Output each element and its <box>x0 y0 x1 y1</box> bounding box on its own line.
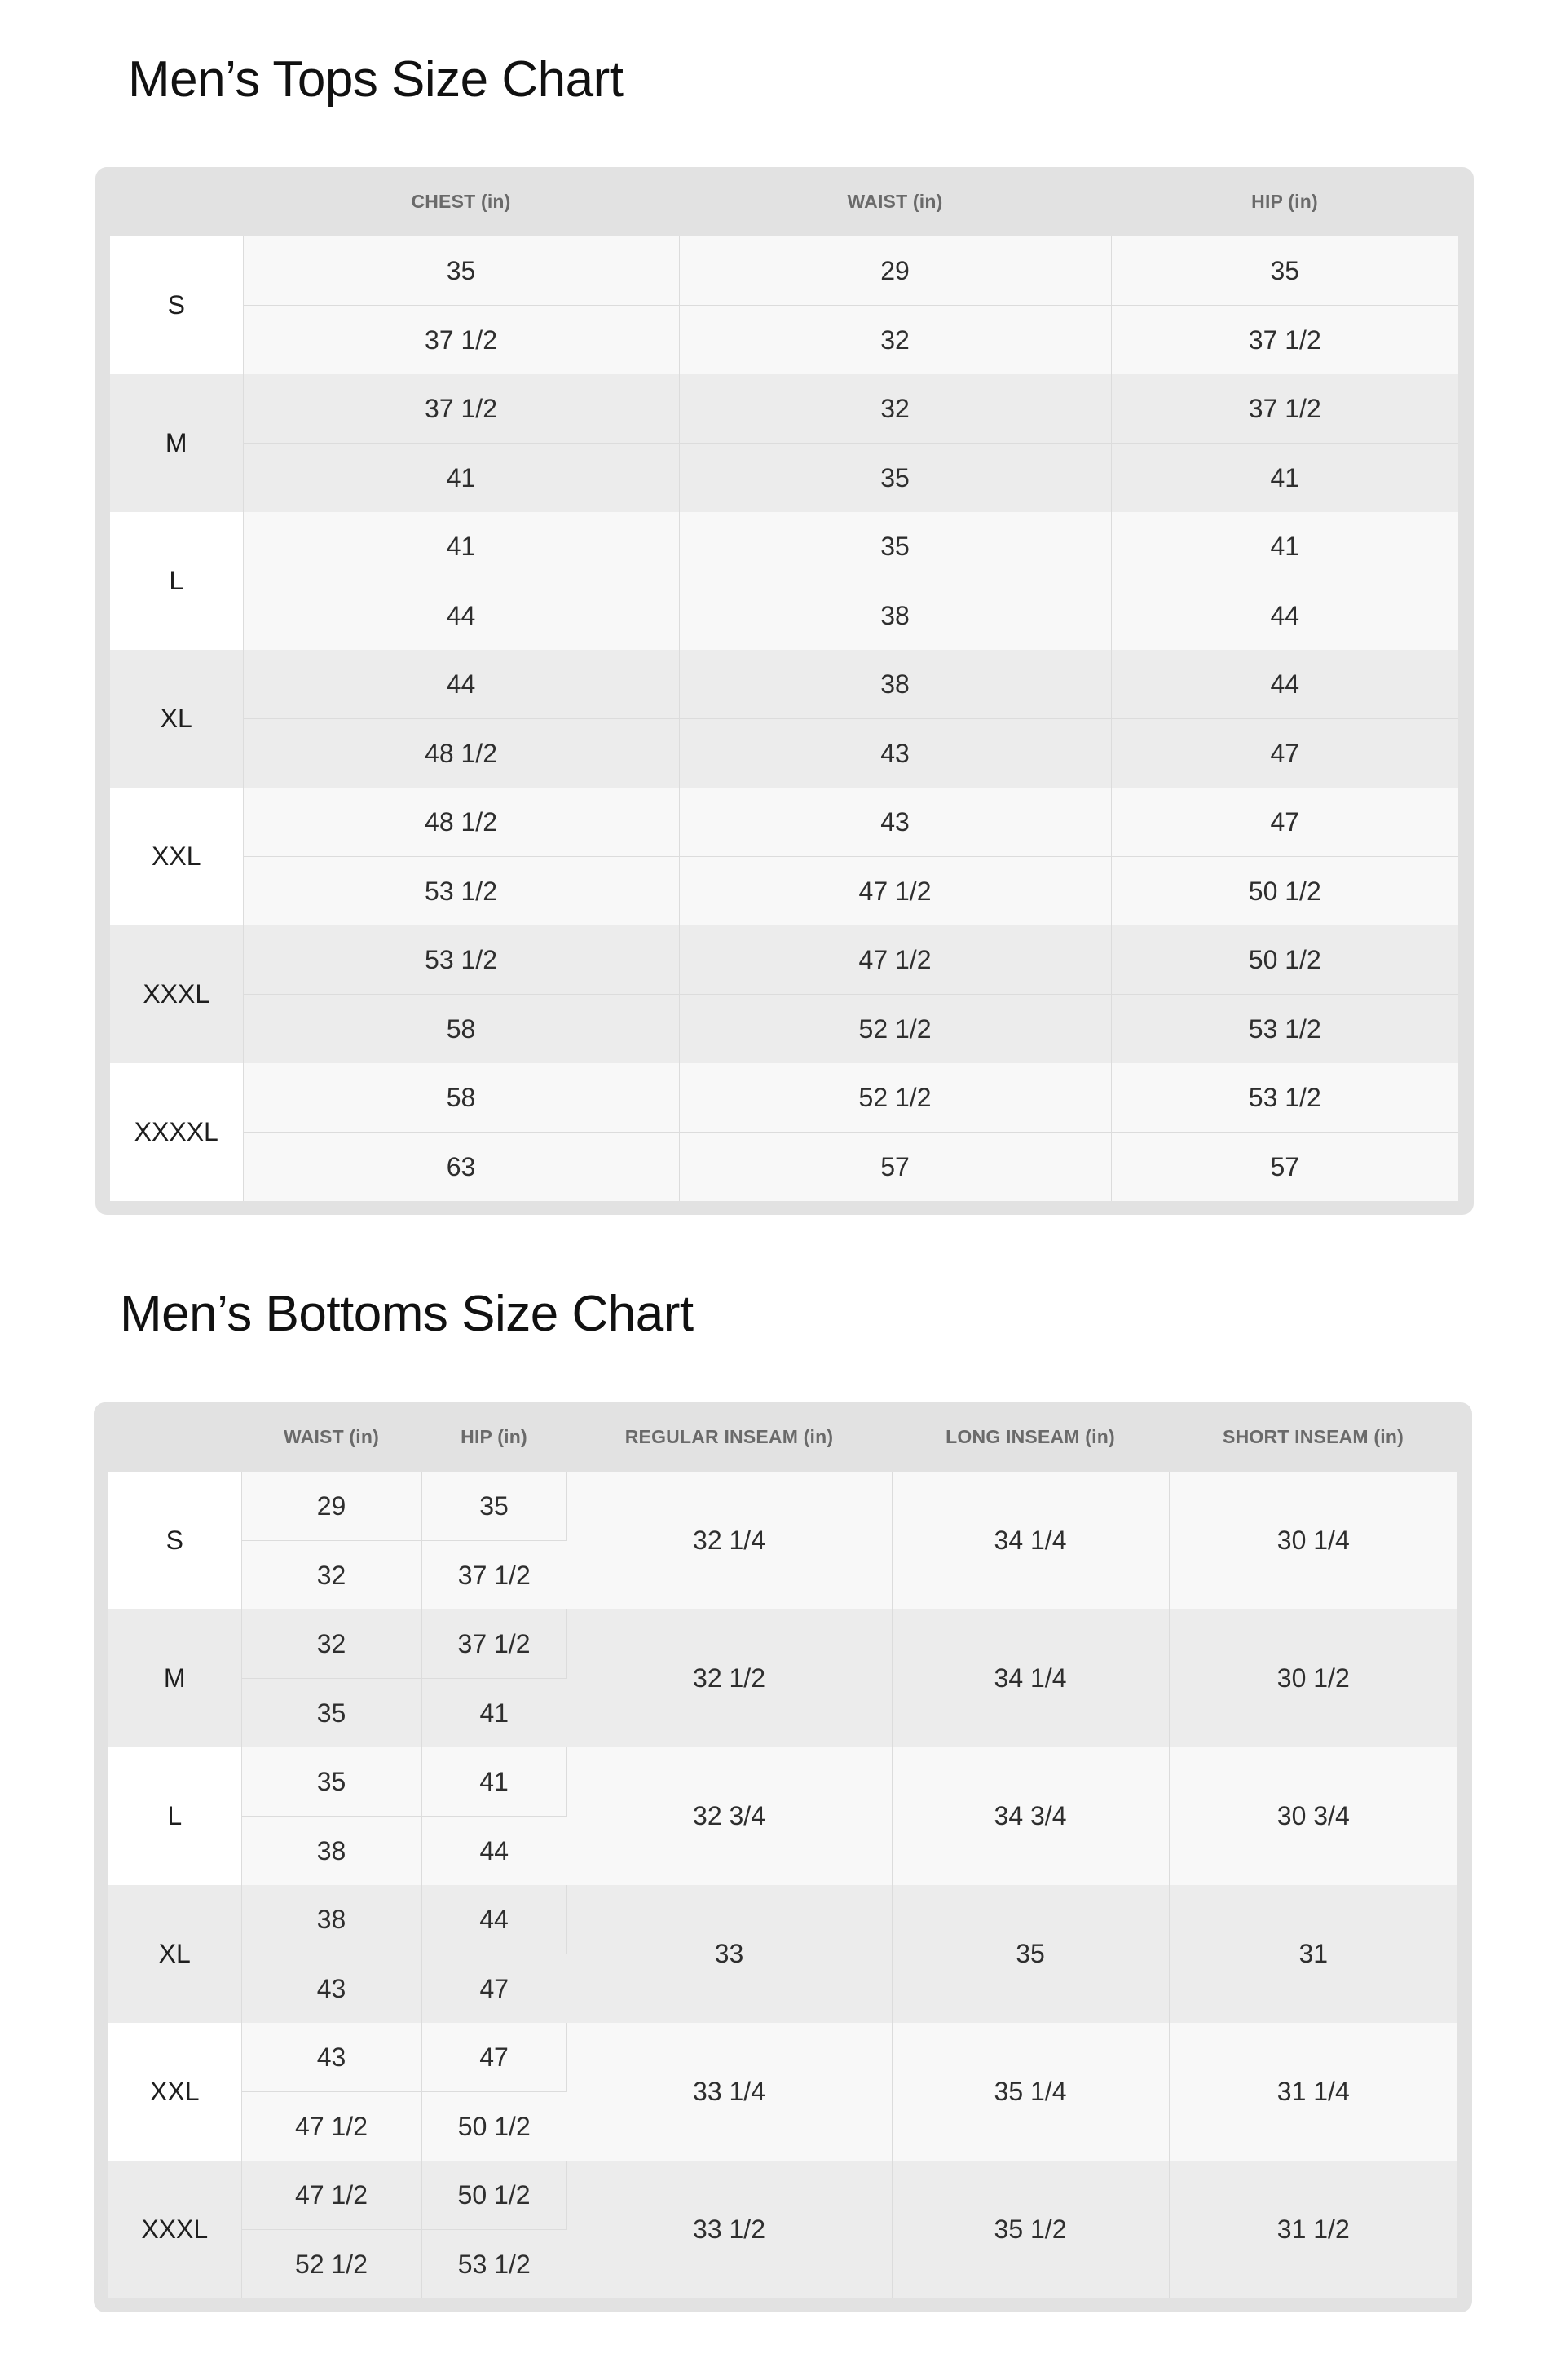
tops-chest-value: 35 <box>243 236 679 306</box>
tops-waist-value: 52 1/2 <box>679 1063 1111 1133</box>
tops-chest-value: 41 <box>243 444 679 513</box>
tops-waist-value: 47 1/2 <box>679 925 1111 995</box>
table-row <box>108 2023 1457 2092</box>
size-label: L <box>110 512 243 650</box>
bottoms-waist-value: 32 <box>241 1609 421 1679</box>
bottoms-header-waist: WAIST (in) <box>284 1426 379 1447</box>
tops-waist-value: 29 <box>679 236 1111 306</box>
tops-table-body <box>110 236 1458 1201</box>
tops-chest-value: 41 <box>243 512 679 581</box>
bottoms-regular-inseam-value: 33 <box>566 1885 892 2023</box>
bottoms-waist-value: 43 <box>241 2023 421 2092</box>
tops-waist-value: 38 <box>679 650 1111 719</box>
table-row <box>110 374 1458 444</box>
tops-chest-value: 63 <box>243 1133 679 1202</box>
tops-header-chest: CHEST (in) <box>411 191 511 212</box>
bottoms-waist-value: 32 <box>241 1541 421 1610</box>
tops-chest-value: 44 <box>243 581 679 651</box>
table-row <box>110 857 1458 926</box>
table-row <box>110 719 1458 788</box>
size-label: M <box>110 374 243 512</box>
tops-size-chart-panel <box>95 167 1474 1215</box>
bottoms-long-inseam-value: 35 <box>892 1885 1169 2023</box>
tops-waist-value: 43 <box>679 788 1111 857</box>
tops-hip-value: 50 1/2 <box>1111 857 1458 926</box>
bottoms-regular-inseam-value: 32 1/2 <box>566 1609 892 1747</box>
table-row <box>110 650 1458 719</box>
bottoms-table-body <box>108 1472 1457 2298</box>
tops-waist-value: 57 <box>679 1133 1111 1202</box>
bottoms-waist-value: 35 <box>241 1747 421 1817</box>
bottoms-hip-value: 50 1/2 <box>421 2161 566 2230</box>
table-row <box>108 1747 1457 1817</box>
size-label: XXXXL <box>110 1063 243 1201</box>
bottoms-regular-inseam-value: 32 3/4 <box>566 1747 892 1885</box>
bottoms-hip-value: 41 <box>421 1679 566 1748</box>
table-row <box>110 925 1458 995</box>
bottoms-waist-value: 38 <box>241 1885 421 1954</box>
table-row <box>110 1133 1458 1202</box>
table-row <box>108 1609 1457 1679</box>
tops-chart-title: Men’s Tops Size Chart <box>128 51 624 108</box>
bottoms-hip-value: 44 <box>421 1885 566 1954</box>
tops-hip-value: 37 1/2 <box>1111 374 1458 444</box>
bottoms-header-short-inseam: SHORT INSEAM (in) <box>1223 1426 1404 1447</box>
tops-hip-value: 57 <box>1111 1133 1458 1202</box>
bottoms-hip-value: 41 <box>421 1747 566 1817</box>
tops-chest-value: 37 1/2 <box>243 374 679 444</box>
bottoms-hip-value: 37 1/2 <box>421 1609 566 1679</box>
size-label: XXXL <box>108 2161 241 2298</box>
bottoms-long-inseam-value: 34 1/4 <box>892 1472 1169 1609</box>
tops-waist-value: 52 1/2 <box>679 995 1111 1064</box>
tops-waist-value: 35 <box>679 512 1111 581</box>
table-row <box>110 788 1458 857</box>
tops-chest-value: 58 <box>243 1063 679 1133</box>
size-label: M <box>108 1609 241 1747</box>
tops-size-table <box>110 167 1458 1201</box>
bottoms-header-size <box>108 1402 241 1472</box>
tops-chest-value: 37 1/2 <box>243 306 679 375</box>
bottoms-header-row <box>108 1402 1457 1472</box>
tops-hip-value: 53 1/2 <box>1111 1063 1458 1133</box>
bottoms-regular-inseam-value: 32 1/4 <box>566 1472 892 1609</box>
bottoms-hip-value: 47 <box>421 2023 566 2092</box>
tops-header-size <box>110 167 243 236</box>
table-row <box>110 236 1458 306</box>
size-label: XL <box>110 650 243 788</box>
size-label: XXL <box>108 2023 241 2161</box>
tops-chest-value: 53 1/2 <box>243 925 679 995</box>
bottoms-waist-value: 52 1/2 <box>241 2230 421 2299</box>
tops-header-waist: WAIST (in) <box>847 191 943 212</box>
bottoms-waist-value: 38 <box>241 1817 421 1886</box>
tops-waist-value: 47 1/2 <box>679 857 1111 926</box>
tops-hip-value: 41 <box>1111 512 1458 581</box>
bottoms-waist-value: 29 <box>241 1472 421 1541</box>
tops-hip-value: 44 <box>1111 650 1458 719</box>
bottoms-header-long-inseam: LONG INSEAM (in) <box>946 1426 1115 1447</box>
tops-chest-value: 58 <box>243 995 679 1064</box>
bottoms-short-inseam-value: 30 3/4 <box>1169 1747 1457 1885</box>
bottoms-hip-value: 47 <box>421 1954 566 2024</box>
size-label: XL <box>108 1885 241 2023</box>
bottoms-long-inseam-value: 35 1/2 <box>892 2161 1169 2298</box>
size-label: S <box>108 1472 241 1609</box>
bottoms-short-inseam-value: 30 1/4 <box>1169 1472 1457 1609</box>
bottoms-hip-value: 35 <box>421 1472 566 1541</box>
tops-chest-value: 44 <box>243 650 679 719</box>
tops-chest-value: 48 1/2 <box>243 788 679 857</box>
bottoms-size-chart-panel <box>94 1402 1472 2312</box>
bottoms-long-inseam-value: 34 3/4 <box>892 1747 1169 1885</box>
table-row <box>108 1885 1457 1954</box>
bottoms-header-regular-inseam: REGULAR INSEAM (in) <box>624 1426 834 1447</box>
table-row <box>108 2161 1457 2230</box>
table-row <box>108 1472 1457 1541</box>
tops-chest-value: 48 1/2 <box>243 719 679 788</box>
bottoms-waist-value: 43 <box>241 1954 421 2024</box>
tops-hip-value: 53 1/2 <box>1111 995 1458 1064</box>
tops-header-row <box>110 167 1458 236</box>
bottoms-waist-value: 47 1/2 <box>241 2092 421 2161</box>
bottoms-hip-value: 53 1/2 <box>421 2230 566 2299</box>
bottoms-header-hip: HIP (in) <box>461 1426 527 1447</box>
tops-waist-value: 32 <box>679 306 1111 375</box>
table-row <box>110 444 1458 513</box>
table-row <box>110 995 1458 1064</box>
tops-hip-value: 50 1/2 <box>1111 925 1458 995</box>
bottoms-size-table <box>108 1402 1457 2298</box>
bottoms-waist-value: 35 <box>241 1679 421 1748</box>
size-label: XXL <box>110 788 243 925</box>
tops-hip-value: 44 <box>1111 581 1458 651</box>
bottoms-long-inseam-value: 35 1/4 <box>892 2023 1169 2161</box>
size-label: L <box>108 1747 241 1885</box>
bottoms-short-inseam-value: 31 1/2 <box>1169 2161 1457 2298</box>
table-row <box>110 1063 1458 1133</box>
size-label: XXXL <box>110 925 243 1063</box>
table-row <box>110 581 1458 651</box>
tops-waist-value: 43 <box>679 719 1111 788</box>
bottoms-chart-title: Men’s Bottoms Size Chart <box>120 1286 694 1342</box>
tops-hip-value: 47 <box>1111 719 1458 788</box>
size-label: S <box>110 236 243 374</box>
tops-hip-value: 35 <box>1111 236 1458 306</box>
bottoms-waist-value: 47 1/2 <box>241 2161 421 2230</box>
tops-hip-value: 41 <box>1111 444 1458 513</box>
bottoms-regular-inseam-value: 33 1/2 <box>566 2161 892 2298</box>
tops-header-hip: HIP (in) <box>1251 191 1318 212</box>
table-row <box>110 306 1458 375</box>
tops-hip-value: 47 <box>1111 788 1458 857</box>
bottoms-long-inseam-value: 34 1/4 <box>892 1609 1169 1747</box>
tops-waist-value: 38 <box>679 581 1111 651</box>
bottoms-hip-value: 44 <box>421 1817 566 1886</box>
bottoms-hip-value: 37 1/2 <box>421 1541 566 1610</box>
tops-waist-value: 35 <box>679 444 1111 513</box>
tops-chest-value: 53 1/2 <box>243 857 679 926</box>
bottoms-short-inseam-value: 31 <box>1169 1885 1457 2023</box>
bottoms-short-inseam-value: 31 1/4 <box>1169 2023 1457 2161</box>
bottoms-regular-inseam-value: 33 1/4 <box>566 2023 892 2161</box>
bottoms-short-inseam-value: 30 1/2 <box>1169 1609 1457 1747</box>
tops-waist-value: 32 <box>679 374 1111 444</box>
tops-hip-value: 37 1/2 <box>1111 306 1458 375</box>
bottoms-hip-value: 50 1/2 <box>421 2092 566 2161</box>
table-row <box>110 512 1458 581</box>
